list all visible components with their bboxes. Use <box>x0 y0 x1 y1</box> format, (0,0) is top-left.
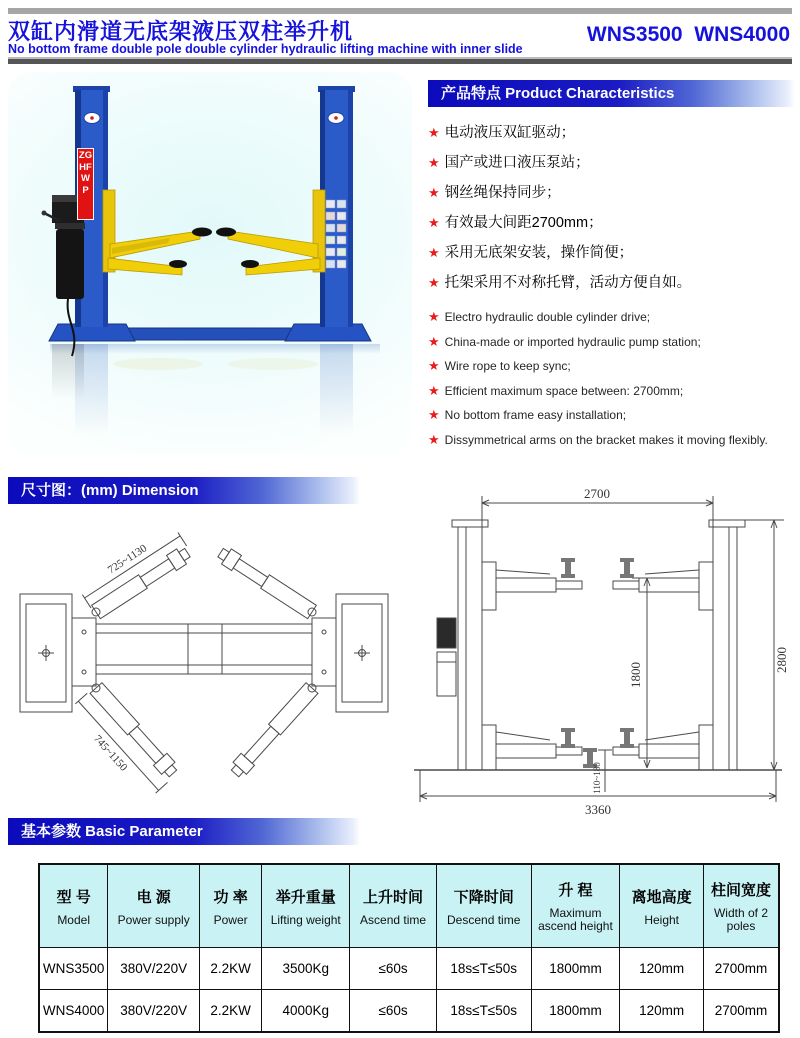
column-brand-sticker: ZGHFWP <box>77 148 94 220</box>
top-view-drawing <box>8 506 400 801</box>
product-photo-panel <box>8 72 412 455</box>
col-max-ascend-height: 升 程 Maximum ascend height <box>531 864 620 948</box>
left-lift-arms <box>103 190 212 275</box>
feature-item: ★ 钢丝绳保持同步； <box>428 185 561 201</box>
feature-item: ★ Electro hydraulic double cylinder drive; <box>428 309 651 324</box>
star-bullet-icon: ★ <box>428 382 440 398</box>
top-gray-bar <box>8 8 792 14</box>
star-bullet-icon: ★ <box>428 185 440 200</box>
feature-item: ★ Wire rope to keep sync; <box>428 358 571 373</box>
feature-item: ★ 托架采用不对称托臂，活动方便自如。 <box>428 275 692 291</box>
two-post-lift-illustration <box>8 72 412 455</box>
header-divider-bar <box>8 57 792 64</box>
star-bullet-icon: ★ <box>428 215 440 230</box>
page-title-en: No bottom frame double pole double cylinder hydraulic lifting machine with inner slide <box>8 42 523 56</box>
feature-item: ★ 有效最大间距2700mm； <box>428 215 603 231</box>
parameters-heading: 基本参数 Basic Parameter <box>8 818 360 845</box>
col-ground-height: 离地高度 Height <box>620 864 704 948</box>
star-bullet-icon: ★ <box>428 407 440 422</box>
model-numbers: WNS3500 WNS4000 <box>586 23 790 46</box>
feature-list-zh <box>428 118 795 298</box>
dim-label-lift-height: 1800 <box>628 662 643 688</box>
col-power-supply: 电 源 Power supply <box>108 864 200 948</box>
feature-item: ★ 电动液压双缸驱动； <box>428 125 576 141</box>
cell-model: WNS4000 <box>39 990 108 1033</box>
feature-item: ★ 国产或进口液压泵站； <box>428 155 590 171</box>
col-pole-width: 柱间宽度 Width of 2 poles <box>703 864 779 948</box>
feature-item: ★ China-made or imported hydraulic pump station; <box>428 333 701 349</box>
front-view-drawing <box>400 470 795 828</box>
star-bullet-icon: ★ <box>428 245 440 260</box>
table-header-row <box>39 864 779 948</box>
dim-label-total-height: 2800 <box>774 647 789 673</box>
col-model: 型 号 Model <box>39 864 108 948</box>
feature-list-en <box>428 305 795 452</box>
basic-parameter-table <box>38 863 780 1033</box>
feature-item: ★ Efficient maximum space between: 2700mm; <box>428 382 684 398</box>
feature-item: ★ No bottom frame easy installation; <box>428 407 627 422</box>
star-bullet-icon: ★ <box>428 431 440 447</box>
dim-label-total-width: 3360 <box>585 802 611 817</box>
star-bullet-icon: ★ <box>428 275 440 290</box>
col-descend-time: 下降时间 Descend time <box>436 864 531 948</box>
star-bullet-icon: ★ <box>428 125 440 140</box>
star-bullet-icon: ★ <box>428 333 440 349</box>
star-bullet-icon: ★ <box>428 309 440 324</box>
characteristics-section <box>428 80 795 452</box>
dim-label-pole-distance: 2700 <box>584 486 610 501</box>
cell-model: WNS3500 <box>39 948 108 990</box>
feature-item: ★ Dissymmetrical arms on the bracket makes it moving flexibly. <box>428 431 768 447</box>
col-ascend-time: 上升时间 Ascend time <box>350 864 437 948</box>
dim-label-arm-upper: 725~1130 <box>105 542 150 577</box>
right-lift-arms <box>216 190 325 275</box>
table-row: WNS4000 380V/220V 2.2KW 4000Kg ≤60s 18s≤T≤50s 1800mm 120mm 2700mm <box>39 990 779 1033</box>
page-title-zh: 双缸内滑道无底架液压双柱举升机 <box>8 19 354 44</box>
feature-item: ★ 采用无底架安装，操作简便； <box>428 245 634 261</box>
table-row: WNS3500 380V/220V 2.2KW 3500Kg ≤60s 18s≤T≤50s 1800mm 120mm 2700mm <box>39 948 779 990</box>
dimension-heading: 尺寸图：(mm) Dimension <box>8 477 360 504</box>
star-bullet-icon: ★ <box>428 155 440 170</box>
col-power: 功 率 Power <box>200 864 262 948</box>
col-lifting-weight: 举升重量 Lifting weight <box>262 864 350 948</box>
dim-label-arm-lower: 745~1150 <box>91 732 130 774</box>
dim-label-pad-height: 110~180 <box>592 762 602 794</box>
star-bullet-icon: ★ <box>428 358 440 373</box>
floor-reflection <box>50 344 380 436</box>
characteristics-heading: 产品特点 Product Characteristics <box>428 80 795 107</box>
